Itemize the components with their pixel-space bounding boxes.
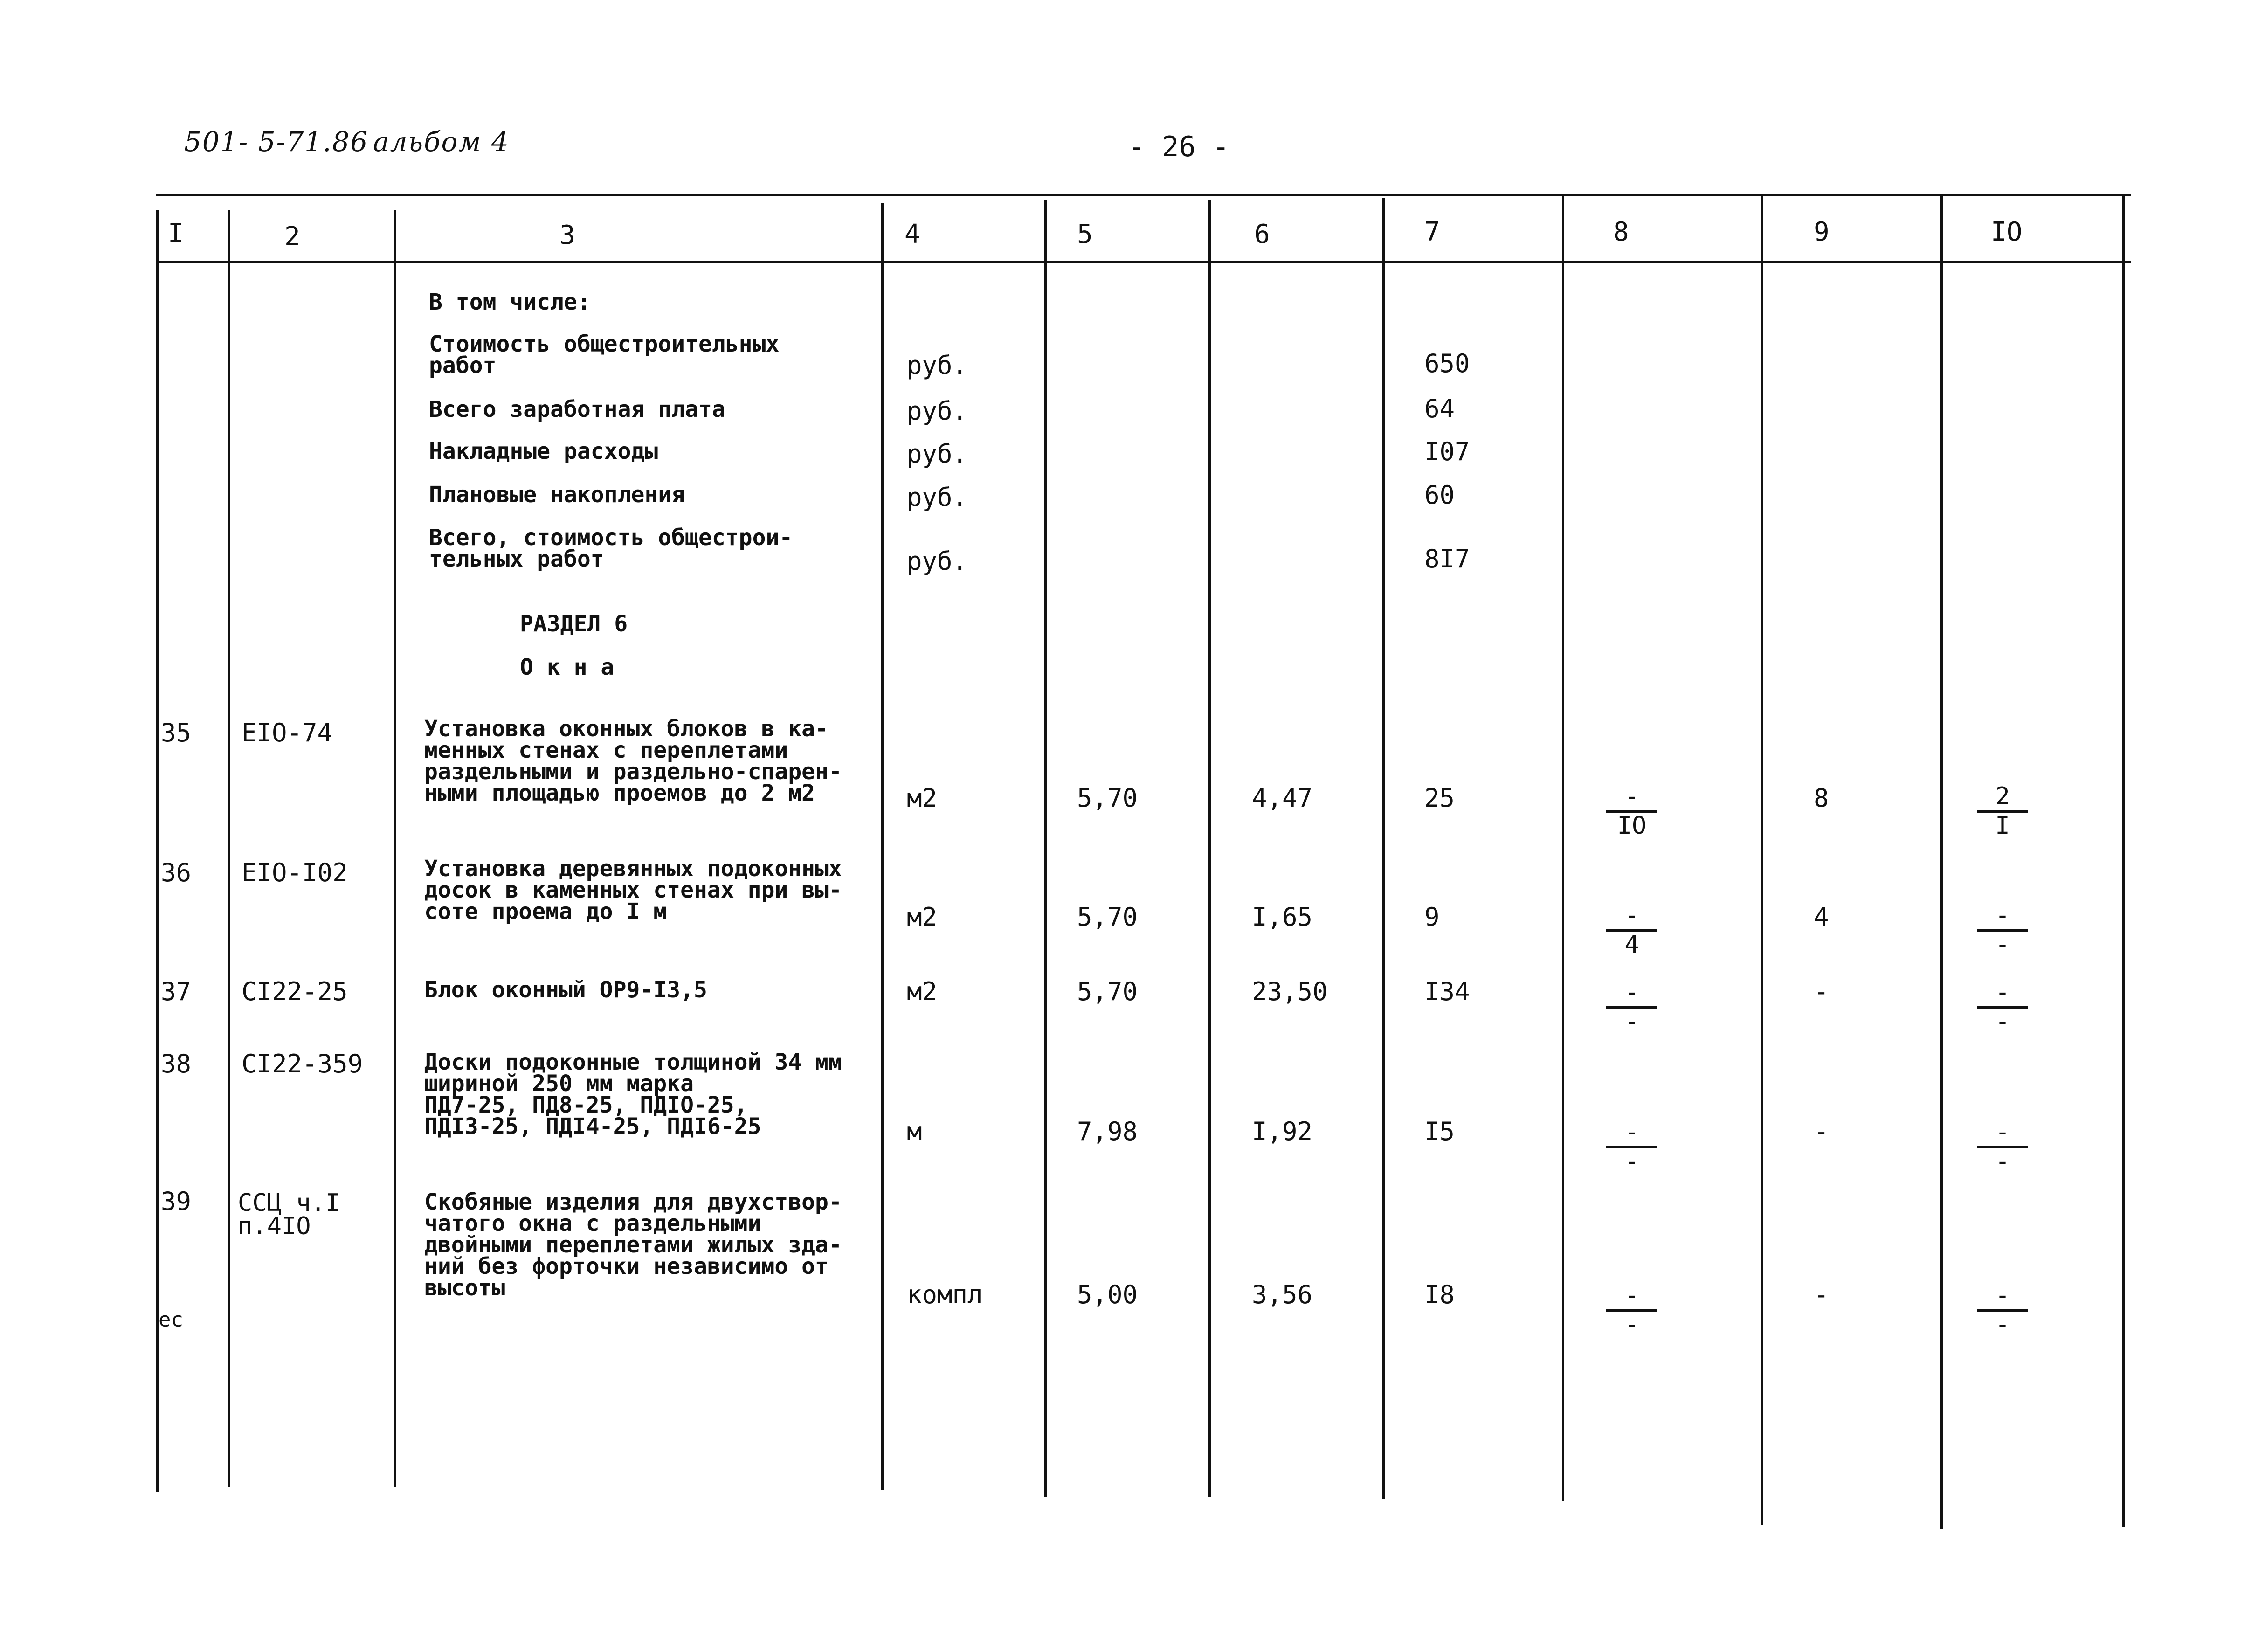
column-divider-7: [1562, 196, 1564, 1501]
fraction-numerator: -: [1606, 979, 1657, 1009]
fraction-numerator: 2: [1977, 783, 2028, 813]
subtotal-label: Стоимость общестроительных работ: [429, 331, 780, 379]
row-col10-fraction: [1977, 1119, 2028, 1175]
fraction-denominator: IO: [1617, 812, 1647, 840]
fraction-numerator: -: [1977, 1119, 2028, 1148]
subtotal-total: 60: [1424, 480, 1455, 510]
subtotal-label: Плановые накопления: [429, 482, 685, 508]
subtotal-label: Всего, стоимость общестрои- тельных работ: [429, 525, 793, 572]
row-unit: м2: [907, 977, 938, 1006]
row-col9: 8: [1814, 783, 1829, 813]
column-header-10: IO: [1991, 217, 2023, 247]
column-header-5: 5: [1077, 219, 1093, 249]
subtotal-total: I07: [1424, 437, 1470, 466]
table-header-border: [156, 261, 2131, 263]
fraction-denominator: -: [1995, 1008, 2010, 1036]
subtotal-label: Всего заработная плата: [429, 396, 725, 422]
column-header-8: 8: [1613, 217, 1629, 247]
row-unit-price: 23,50: [1252, 977, 1328, 1006]
row-col9: -: [1814, 1117, 1829, 1146]
column-header-3: 3: [559, 220, 575, 250]
fraction-denominator: I: [1995, 812, 2010, 840]
row-quantity: 7,98: [1077, 1117, 1138, 1146]
row-number: 38: [161, 1049, 192, 1078]
subtotal-unit: руб.: [907, 439, 968, 469]
fraction-numerator: -: [1606, 1119, 1657, 1148]
row-col10-fraction: [1977, 902, 2028, 958]
column-header-2: 2: [284, 221, 300, 252]
subtotal-unit: руб.: [907, 351, 968, 380]
row-number: 35: [161, 718, 192, 747]
row-col10-fraction: [1977, 1282, 2028, 1338]
row-number: 39: [161, 1187, 192, 1216]
column-divider-9: [1940, 196, 1943, 1529]
row-unit: м2: [907, 902, 938, 932]
row-description: Установка деревянных подоконных досок в каменных стенах при вы- соте проема до I м: [424, 856, 842, 925]
column-header-9: 9: [1814, 217, 1830, 247]
subtotal-unit: руб.: [907, 396, 968, 426]
fraction-denominator: -: [1624, 1008, 1639, 1036]
row-unit-price: 4,47: [1252, 783, 1313, 813]
row-description: Блок оконный ОР9-I3,5: [424, 977, 707, 1003]
column-divider-8: [1761, 196, 1763, 1525]
row-unit: компл: [907, 1280, 983, 1309]
row-col8-fraction: [1606, 979, 1657, 1035]
row-total: 9: [1424, 902, 1440, 932]
row-col8-fraction: [1606, 902, 1657, 958]
fraction-denominator: -: [1624, 1311, 1639, 1339]
section-title: РАЗДЕЛ 6: [520, 611, 628, 637]
handwritten-album-label: альбом 4: [373, 126, 510, 158]
column-divider-10: [2122, 194, 2125, 1527]
row-unit: м2: [907, 783, 938, 813]
fraction-numerator: -: [1606, 1282, 1657, 1312]
column-divider-1: [228, 210, 230, 1487]
column-divider-2: [394, 210, 396, 1487]
row-code: EIO-I02: [242, 858, 348, 887]
footer-mark: ес: [159, 1308, 183, 1332]
handwritten-document-code: 501- 5-71.86: [184, 126, 369, 158]
column-divider-3: [881, 203, 884, 1490]
row-unit-price: I,92: [1252, 1117, 1313, 1146]
subtotal-total: 64: [1424, 394, 1455, 423]
row-col10-fraction: [1977, 979, 2028, 1035]
column-header-1: I: [168, 218, 184, 249]
row-col9: -: [1814, 1280, 1829, 1309]
row-total: I5: [1424, 1117, 1455, 1146]
row-code: CI22-359: [242, 1049, 363, 1078]
table-top-border: [156, 194, 2131, 196]
column-header-6: 6: [1254, 219, 1270, 249]
row-col9: 4: [1814, 902, 1829, 932]
subtotal-total: 650: [1424, 349, 1470, 378]
page-number: - 26 -: [1128, 131, 1229, 163]
row-number: 37: [161, 977, 192, 1006]
fraction-numerator: -: [1606, 902, 1657, 932]
row-total: 25: [1424, 783, 1455, 813]
row-code: EIO-74: [242, 718, 333, 747]
fraction-numerator: -: [1977, 979, 2028, 1009]
row-col8-fraction: [1606, 1282, 1657, 1338]
row-quantity: 5,70: [1077, 902, 1138, 932]
section-subtitle: О к н а: [520, 654, 615, 680]
column-divider-4: [1044, 200, 1047, 1497]
row-col8-fraction: [1606, 783, 1657, 839]
subtotal-unit: руб.: [907, 483, 968, 512]
fraction-numerator: -: [1977, 902, 2028, 932]
row-quantity: 5,70: [1077, 977, 1138, 1006]
column-divider-5: [1208, 200, 1211, 1497]
fraction-denominator: -: [1995, 1147, 2010, 1175]
fraction-denominator: -: [1995, 1311, 2010, 1339]
row-col8-fraction: [1606, 1119, 1657, 1175]
row-unit-price: I,65: [1252, 902, 1313, 932]
row-unit-price: 3,56: [1252, 1280, 1313, 1309]
fraction-denominator: -: [1624, 1147, 1639, 1175]
row-number: 36: [161, 858, 192, 887]
subtotal-unit: руб.: [907, 546, 968, 576]
row-quantity: 5,00: [1077, 1280, 1138, 1309]
row-unit: м: [907, 1117, 922, 1146]
row-total: I8: [1424, 1280, 1455, 1309]
row-col9: -: [1814, 977, 1829, 1006]
row-code: CI22-25: [242, 977, 348, 1006]
fraction-denominator: 4: [1624, 931, 1639, 959]
column-header-4: 4: [905, 219, 920, 249]
column-header-7: 7: [1424, 217, 1440, 247]
column-divider-0: [156, 210, 159, 1492]
subtotal-total: 8I7: [1424, 544, 1470, 574]
row-description: Установка оконных блоков в ка- менных стенах с переплетами раздельными и раздельно-спарен- ными площадью проемов до 2 м2: [424, 716, 842, 806]
column-divider-6: [1382, 198, 1385, 1499]
row-description: Скобяные изделия для двухствор- чатого окна с раздельными двойными переплетами жилых зда- ний без форточки независимо от высоты: [424, 1189, 842, 1301]
subtotal-label: Накладные расходы: [429, 438, 658, 464]
fraction-denominator: -: [1995, 931, 2010, 959]
row-code: ССЦ ч.I п.4IO: [238, 1189, 340, 1240]
row-col10-fraction: [1977, 783, 2028, 839]
row-total: I34: [1424, 977, 1470, 1006]
row-description: Доски подоконные толщиной 34 мм шириной 250 мм марка ПД7-25, ПД8-25, ПДIO-25, ПДI3-25, ПДI4-25, ПДI6-25: [424, 1049, 842, 1140]
fraction-numerator: -: [1977, 1282, 2028, 1312]
subtotals-intro: В том числе:: [429, 289, 591, 315]
fraction-numerator: -: [1606, 783, 1657, 813]
row-quantity: 5,70: [1077, 783, 1138, 813]
